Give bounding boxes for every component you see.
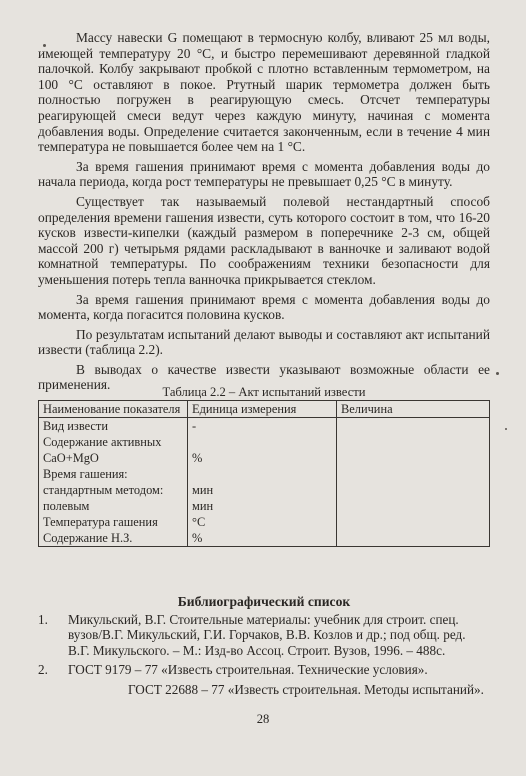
bibliography-item [38,662,490,677]
paragraph-conclusions: В выводах о качестве извести указывают возможные области ее применения. [38,361,490,393]
table-row [39,530,490,547]
cell-value [337,466,490,482]
cell-value [337,418,490,435]
bibliography-continuation: ГОСТ 22688 – 77 «Известь строительная. Методы испытаний». [128,681,484,697]
bibliography-list [38,612,490,697]
cell-indicator: Содержание Н.З. [39,530,188,547]
cell-indicator: Время гашения: [39,466,188,482]
bibliography-title: Библиографический список [177,594,351,609]
bibliography-number: 1. [38,612,48,627]
paragraph-field-time: За время гашения принимают время с момента добавления воды до момента, когда погасится половина кусков. [38,291,490,323]
scan-speck [496,372,499,375]
table-header-row [39,401,490,418]
cell-unit: °С [188,514,337,530]
cell-indicator: стандартным методом: [39,482,188,498]
table-row [39,514,490,530]
table-row [39,434,490,450]
cell-indicator: полевым [39,498,188,514]
test-report-table [38,400,490,547]
table-row [39,466,490,482]
header-value: Величина [337,401,490,418]
scan-speck [505,428,507,430]
table-row [39,450,490,466]
body-text [38,30,490,393]
page-number: 28 [256,712,270,726]
bibliography-item [38,612,490,658]
cell-unit: мин [188,482,337,498]
cell-unit [188,434,337,450]
table-caption: Таблица 2.2 – Акт испытаний извести [162,385,366,399]
paragraph-slaking-time: За время гашения принимают время с момента добавления воды до начала периода, когда рост температуры не превышает 0,25 °С в минуту. [38,158,490,190]
cell-unit [188,466,337,482]
paragraph-procedure: Массу навески G помещают в термосную колбу, вливают 25 мл воды, имеющей температуру 20 °С, и быстро перемешивают деревянной гладкой палочкой. Колбу закрывают пробкой с плотно вставленным термометром, на 100 °С оставляют в покое. Ртутный шарик термометра должен быть полностью погружен в реагирующую смесь. Отсчет температуры реагирующей смеси ведут через каждую минуту, начиная с момента добавления воды. Определение считается законченным, если в течение 4 мин температура не повышается более чем на 1 °С. [38,30,490,155]
header-unit: Единица измерения [188,401,337,418]
cell-value [337,434,490,450]
cell-value [337,530,490,547]
cell-unit: мин [188,498,337,514]
cell-value [337,482,490,498]
paragraph-field-method: Существует так называемый полевой нестандартный способ определения времени гашения извести, суть которого состоит в том, что 16-20 кусков извести-кипелки (каждый размером в поперечнике 2-3 см, общей массой 200 г) четырьмя рядами раскладывают в ванночке и заливают водой комнатной температуры. По соображениям техники безопасности для уменьшения потерь тепла ванночка прикрывается стеклом. [38,193,490,287]
cell-unit: % [188,450,337,466]
table-row [39,498,490,514]
cell-unit: % [188,530,337,547]
cell-value [337,450,490,466]
bibliography-text: Микульский, В.Г. Стоительные материалы: учебник для строит. спец. вузов/В.Г. Микульский, Г.И. Горчаков, В.В. Козлов и др.; под общ. ред. В.Г. Микульского. – М.: Изд-во Ассоц. Строит. Вузов, 1996. – 488с. [68,612,466,658]
table-row [39,418,490,435]
cell-indicator: CaO+MgO [39,450,188,466]
paragraph-results: По результатам испытаний делают выводы и составляют акт испытаний извести (таблица 2.2). [38,326,490,358]
bibliography-text: ГОСТ 9179 – 77 «Известь строительная. Технические условия». [68,662,428,678]
cell-indicator: Содержание активных [39,434,188,450]
cell-indicator: Вид извести [39,418,188,435]
cell-value [337,514,490,530]
header-indicator: Наименование показателя [39,401,188,418]
table-row [39,482,490,498]
cell-unit: - [188,418,337,435]
cell-value [337,498,490,514]
bibliography-number: 2. [38,662,48,678]
cell-indicator: Температура гашения [39,514,188,530]
